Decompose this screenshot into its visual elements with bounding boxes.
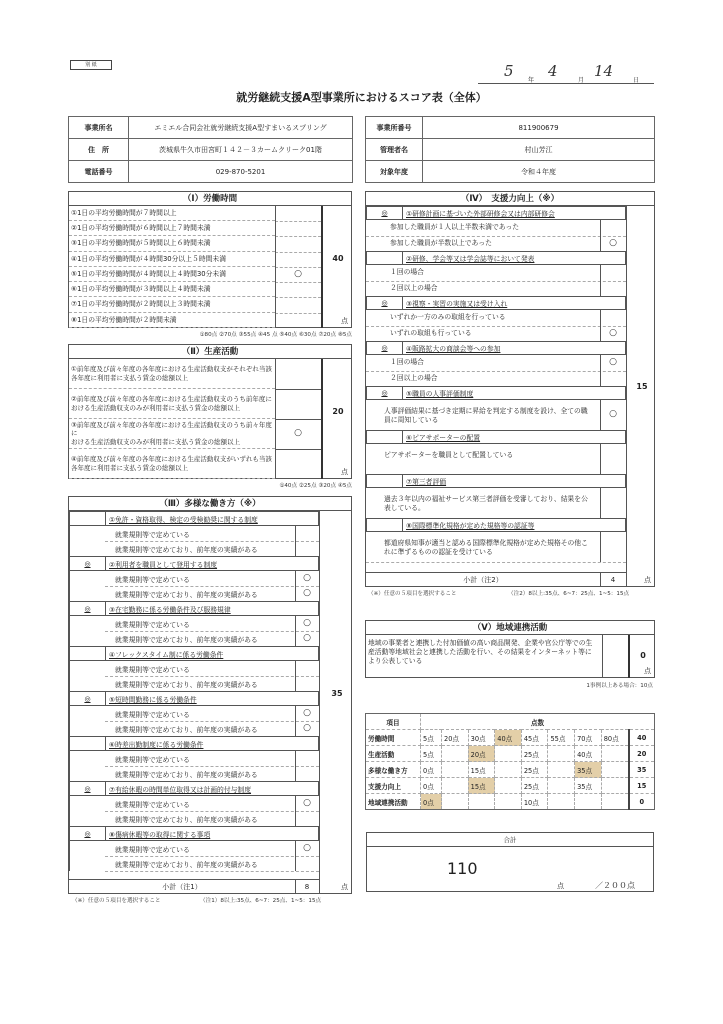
row-divider [105,631,319,632]
page-title: 就労継続支援A型事業所におけるスコア表（全体） [236,91,487,104]
criteria-row: 就業規則等で定めている [115,756,190,764]
selected-double-circle [367,252,403,264]
criteria-row: １回の場合 [390,268,424,276]
row-divider [275,313,321,314]
date-year: 5 [504,62,514,80]
summary-cell [548,778,575,794]
criteria-row: 就業規則等で定めている [115,666,190,674]
summary-row [366,730,655,746]
summary-cell: 35点 [575,762,602,778]
divider [600,220,601,251]
info-row [366,161,655,183]
info-row [366,117,655,139]
category-title: ③視察・実習の実施又は受け入れ [406,300,508,308]
criteria-row: ⑥1日の平均労働時間が３時間以上４時間未満 [69,282,275,297]
divider [600,310,601,341]
summary-cell [601,794,628,810]
category-title: ⑧国際標準化規格が定めた規格等の認証等 [406,522,535,530]
category-title: ⑤職員の人事評価制度 [406,390,474,398]
office-name: エミエル合同会社就労継続支援A型すまいるスプリング [129,117,353,139]
criteria-row: 就業規則等で定めており、前年度の実績がある [115,591,258,599]
info-label: 事業所名 [69,117,129,139]
scoring-note: ①80点 ②70点 ③55点 ④45 点 ⑤40点 ⑥30点 ⑦20点 ⑧5点 [199,332,352,338]
section-title: （Ⅱ）生産活動 [69,345,351,359]
selected-double-circle [367,475,403,487]
selected-mark: ○ [303,588,311,598]
total-unit: 点 [557,882,564,890]
divider [321,206,323,328]
section-working-hours [68,191,352,328]
office-number: 811900679 [423,117,655,139]
summary-cell [495,778,522,794]
category-title: ⑥ピアサポーターの配置 [406,434,481,442]
category-title: ②研修、学会等又は学会誌等において発表 [406,255,535,263]
selected-double-circle [70,737,106,750]
date-month: 4 [548,62,558,80]
row-divider [275,221,321,222]
summary-cell: 20点 [442,730,469,746]
divider [295,796,296,826]
subtotal-value: 8 [304,883,310,891]
summary-cell: 15点 [468,778,495,794]
summary-cell [442,746,469,762]
section-production [68,344,352,479]
category-header [69,691,319,706]
summary-item: 生産活動 [366,746,421,762]
selected-double-circle: ◎ [367,297,403,309]
summary-item: 多様な働き方 [366,762,421,778]
summary-cell [442,778,469,794]
selected-double-circle: ◎ [70,782,106,795]
selection-note: （※）任意の５項目を選択すること [368,591,457,597]
selected-double-circle: ◎ [70,827,106,840]
criteria-row: 就業規則等で定めている [115,711,190,719]
category-title: ⑧傷病休暇等の取得に関する事項 [109,830,211,839]
summary-item: 支援力向上 [366,778,421,794]
divider [69,706,70,736]
section-title: （Ⅴ）地域連携活動 [366,621,654,635]
criteria-row: ①1日の平均労働時間が７時間以上 [69,206,275,221]
selected-mark: ○ [609,409,617,419]
summary-cell: 30点 [468,730,495,746]
selected-mark: ○ [609,327,617,338]
subtotal-label: 小計（注1） [162,883,202,891]
office-address: 茨城県牛久市田宮町１４２－３カームクリーク01階 [129,139,353,161]
info-label: 対象年度 [366,161,423,183]
total-label: 合計 [367,833,653,847]
category-title: ⑦第三者評価 [406,478,447,486]
row-divider [275,449,321,450]
summary-cell [601,762,628,778]
category-header [366,206,626,220]
selected-double-circle: ◎ [367,387,403,399]
criteria-row: ②前年度及び前々年度の各年度における生産活動収支のうち前年度に おける生産活動収支のみが利用者に支払う賃金の総額以上 [69,389,275,419]
subtotal-label: 小計（注2） [463,576,503,584]
criteria-row: ２回以上の場合 [390,283,438,292]
date-day: 14 [594,62,614,80]
selected-double-circle: ◎ [367,207,403,219]
divider [69,616,70,646]
selected-double-circle [70,512,106,525]
category-header [69,781,319,796]
selected-mark: ○ [303,723,311,733]
summary-cell [495,794,522,810]
selected-double-circle: ◎ [70,602,106,615]
category-header [69,556,319,571]
divider [602,635,603,678]
section-title: （Ⅳ） 支援力向上（※） [366,192,654,206]
row-divider [275,236,321,237]
divider [69,841,70,871]
row-divider [105,721,319,722]
summary-cell: 0点 [421,778,442,794]
summary-score: 15 [629,778,655,794]
selected-double-circle: ◎ [70,557,106,570]
divider [69,796,70,826]
selected-mark: ○ [609,237,617,248]
criteria-row: 参加した職員が半数以上であった [390,238,492,247]
divider [321,359,323,479]
selected-double-circle [70,647,106,660]
criteria-row: １回の場合 [390,358,424,366]
row-divider [366,236,626,237]
divider [600,444,601,474]
office-phone: 029-870-5201 [129,161,353,183]
date-year-unit: 年 [528,77,535,84]
row-divider [105,766,319,767]
row-divider [366,562,626,563]
divider [295,661,296,691]
divider [319,511,320,894]
criteria-row: 就業規則等で定めている [115,531,190,539]
score-value: 15 [636,382,648,391]
summary-cell: 0点 [421,794,442,810]
section-support-skills [365,191,655,587]
criteria-row: 人事評価結果に基づき定期に昇給を判定する制度を設け、全ての職員に周知している [384,407,588,424]
divider [275,359,276,479]
category-title: ①研修計画に基づいた外部研修会又は内部研修会 [406,210,555,218]
row-divider [366,281,626,282]
category-title: ⑥時差出勤制度に係る労働条件 [109,740,204,749]
category-header [366,518,626,532]
summary-row [366,762,655,778]
score-value: 0 [640,651,646,660]
section-title: （Ⅲ）多様な働き方（※） [69,497,351,511]
criteria-row: 就業規則等で定めており、前年度の実績がある [115,816,258,824]
info-row [69,139,353,161]
criteria-row: ②1日の平均労働時間が６時間以上７時間未満 [69,221,275,236]
criteria-row: 就業規則等で定めており、前年度の実績がある [115,726,258,734]
score-unit: 点 [644,667,651,675]
info-label: 事業所番号 [366,117,423,139]
total-value: 110 [447,859,478,878]
info-label: 電話番号 [69,161,129,183]
selection-note: （※）任意の５項目を選択すること [72,898,161,904]
criteria-row: 就業規則等で定めており、前年度の実績がある [115,771,258,779]
target-year: 令和４年度 [423,161,655,183]
criteria-row: ピアサポーターを職員として配置している [384,451,514,459]
row-divider [366,371,626,372]
summary-cell: 40点 [575,746,602,762]
summary-table [365,713,655,810]
summary-score: 20 [629,746,655,762]
category-header [366,341,626,355]
divider [295,526,296,556]
criteria-row: 就業規則等で定めており、前年度の実績がある [115,636,258,644]
divider [295,841,296,871]
selected-double-circle [367,431,403,443]
criteria-row: いずれの取組も行っている [390,328,472,337]
category-header [69,736,319,751]
category-header [69,601,319,616]
divider [295,571,296,601]
divider [69,526,70,556]
scoring-note: （注2）8以上:35点、6~7：25点、1~5：15点 [508,591,630,597]
category-header [69,646,319,661]
summary-cell: 15点 [468,762,495,778]
summary-cell: 5点 [421,730,442,746]
summary-cell: 55点 [548,730,575,746]
summary-cell [601,778,628,794]
criteria-row: 就業規則等で定めており、前年度の実績がある [115,546,258,554]
summary-cell [548,762,575,778]
selected-double-circle: ◎ [367,342,403,354]
divider [275,206,276,328]
row-divider [275,267,321,268]
office-admin-table [365,116,655,183]
scoring-note: ①40点 ②25点 ③20点 ④5点 [279,483,352,489]
row-divider [275,297,321,298]
criteria-row: ①前年度及び前々年度の各年度における生産活動収支がそれぞれ当該各年度に利用者に支払う賃金の総額以上 [69,359,275,389]
selected-mark: ○ [303,843,311,853]
score-unit: 点 [644,576,651,584]
row-divider [275,419,321,420]
selected-double-circle [367,519,403,531]
summary-cell [548,794,575,810]
row-divider [105,676,319,677]
summary-cell: 25点 [521,762,548,778]
summary-cell: 20点 [468,746,495,762]
info-label: 住 所 [69,139,129,161]
divider [600,532,601,562]
criteria-row: 就業規則等で定めており、前年度の実績がある [115,861,258,869]
summary-cell [442,762,469,778]
divider [295,706,296,736]
category-title: ④販路拡大の商談会等への参加 [406,345,501,353]
office-info-table [68,116,353,183]
info-row [366,139,655,161]
summary-cell [548,746,575,762]
category-header [69,826,319,841]
summary-row [366,778,655,794]
divider [69,751,70,781]
divider [600,400,601,430]
criteria-row: ⑤1日の平均労働時間が４時間以上４時間30分未満 [69,267,275,282]
total-box [366,832,654,892]
score-unit: 点 [341,468,348,476]
category-header [69,511,319,526]
summary-col-item: 項目 [366,714,421,730]
summary-cell: 5点 [421,746,442,762]
summary-cell [495,762,522,778]
row-divider [275,252,321,253]
row-divider [105,811,319,812]
manager-name: 村山芳江 [423,139,655,161]
criteria-row: 過去３年以内の福祉サービス第三者評価を受審しており、結果を公表している。 [384,495,588,512]
date-day-unit: 日 [633,77,640,84]
category-title: ③在宅勤務に係る労働条件及び服務規律 [109,605,231,614]
scoring-note: （注1）8以上:35点、6~7：25点、1~5：15点 [200,898,322,904]
criteria-row: 都道府県知事が適当と認める国際標準化規格が定めた規格その他これに準ずるものの認証を受けている [384,539,588,556]
section-diverse-work [68,496,352,894]
divider [69,661,70,691]
category-title: ①免許・資格取得、検定の受検勧奨に関する制度 [109,515,258,524]
summary-cell [468,794,495,810]
criteria-row: 就業規則等で定めている [115,801,190,809]
criteria-row: いずれか一方のみの取組を行っている [390,313,506,321]
summary-row [366,794,655,810]
summary-cell: 10点 [521,794,548,810]
summary-cell: 80点 [601,730,628,746]
summary-cell [575,794,602,810]
selected-mark: ○ [303,708,311,718]
criteria-row: 参加した職員が１人以上半数未満であった [390,223,520,231]
criteria-row: 就業規則等で定めており、前年度の実績がある [115,681,258,689]
selected-mark: ○ [294,428,302,438]
score-unit: 点 [341,317,348,325]
row-divider [105,586,319,587]
info-row [69,161,353,183]
summary-cell: 0点 [421,762,442,778]
summary-item: 労働時間 [366,730,421,746]
category-header [366,430,626,444]
selected-double-circle: ◎ [70,692,106,705]
attachment-tag: 別 紙 [70,60,112,70]
category-header [366,296,626,310]
selected-mark: ○ [303,633,311,643]
criteria-row: 就業規則等で定めている [115,576,190,584]
score-unit: 点 [341,883,348,891]
summary-cell: 25点 [521,778,548,794]
category-title: ②利用者を職員として登用する制度 [109,560,218,569]
criteria-row: ④前年度及び前々年度の各年度における生産活動収支がいずれも当該各年度に利用者に支払う賃金の総額以上 [69,449,275,479]
subtotal-value: 4 [610,576,616,584]
summary-cell: 40点 [495,730,522,746]
criteria-row: ③1日の平均労働時間が５時間以上６時間未満 [69,237,275,252]
criteria-row: 就業規則等で定めている [115,621,190,629]
summary-cell [495,746,522,762]
divider [626,206,627,587]
divider [69,571,70,601]
divider [600,355,601,386]
criteria-row: ⑦1日の平均労働時間が２時間以上３時間未満 [69,298,275,313]
summary-cell [601,746,628,762]
summary-row [366,746,655,762]
community-criteria: 地域の事業者と連携した付加価値の高い商品開発、企業や官公庁等での生産活動等地域社会と連携した活動を行い、その結果をインターネット等により公表している [368,639,593,665]
summary-score: 40 [629,730,655,746]
date-month-unit: 月 [578,77,585,84]
criteria-row: ⑧1日の平均労働時間が２時間未満 [69,313,275,328]
summary-item: 地域連携活動 [366,794,421,810]
selected-mark: ○ [609,357,617,367]
criteria-row: ④1日の平均労働時間が４時間30分以上５時間未満 [69,252,275,267]
info-row [69,117,353,139]
scoring-note: 1事例以上ある場合：10点 [586,683,653,689]
row-divider [105,541,319,542]
category-header [366,251,626,265]
summary-cell: 25点 [521,746,548,762]
selected-mark: ○ [303,798,311,808]
summary-cell [442,794,469,810]
date-field [478,62,654,84]
summary-score: 0 [629,794,655,810]
row-divider [275,282,321,283]
score-value: 35 [331,689,343,698]
category-header [366,386,626,400]
row-divider [105,871,319,872]
summary-score: 35 [629,762,655,778]
category-header [366,474,626,488]
section-community [365,620,655,678]
row-divider [366,326,626,327]
category-title: ⑤短時間勤務に係る労働条件 [109,695,197,704]
summary-cell: 35点 [575,778,602,794]
row-divider [275,389,321,390]
summary-col-points: 点数 [421,714,655,730]
total-max: ／２００点 [595,881,635,890]
selected-mark: ○ [303,573,311,583]
divider [295,751,296,781]
selected-mark: ○ [294,269,302,279]
selected-mark: ○ [303,618,311,628]
info-label: 管理者名 [366,139,423,161]
score-value: 40 [332,254,344,263]
criteria-row: 就業規則等で定めている [115,846,190,854]
summary-cell: 45点 [521,730,548,746]
criteria-row: ③前年度及び前々年度の各年度における生産活動収支のうち前々年度に おける生産活動収支のみが利用者に支払う賃金の総額以上 [69,419,275,449]
section-title: （Ⅰ）労働時間 [69,192,351,206]
category-title: ④フレックスタイム制に係る労働条件 [109,650,224,659]
criteria-row: ２回以上の場合 [390,373,438,382]
row-divider [105,856,319,857]
category-title: ⑦有給休暇の時間単位取得又は計画的付与制度 [109,785,252,794]
score-value: 20 [332,407,344,416]
summary-cell: 70点 [575,730,602,746]
divider [600,265,601,296]
divider [295,616,296,646]
divider [600,488,601,518]
